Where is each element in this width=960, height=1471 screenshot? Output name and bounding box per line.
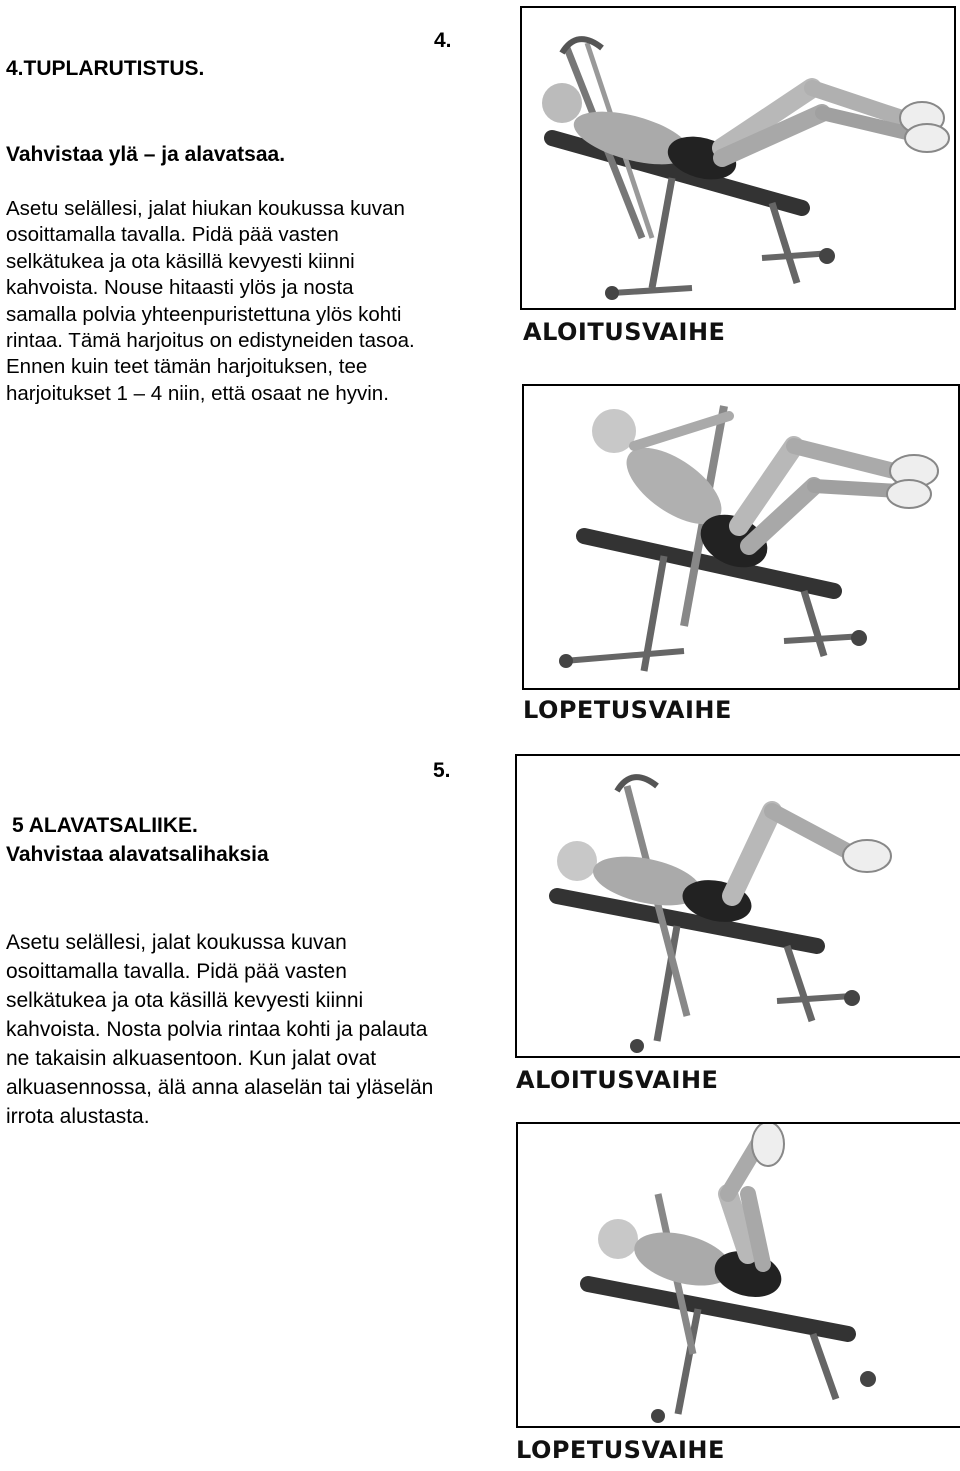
section5-start-caption: ALOITUSVAIHE — [516, 1066, 719, 1094]
section4-number: 4. — [434, 29, 452, 52]
section4-title: 4.TUPLARUTISTUS. — [6, 57, 205, 80]
section5-start-photo — [515, 754, 960, 1058]
section5-end-photo — [516, 1122, 960, 1428]
section5-subtitle: Vahvistaa alavatsalihaksia — [6, 843, 269, 866]
section4-end-caption: LOPETUSVAIHE — [523, 696, 732, 724]
section4-body: Asetu selällesi, jalat hiukan koukussa kuvan osoittamalla tavalla. Pidä pää vasten selkätukea ja ota käsillä kevyesti kiinni kahvoista. Nouse hitaasti ylös ja nosta samalla polvia yhteenpuristettuna ylös kohti rintaa. Tämä harjoitus on edistyneiden tasoa. Ennen kuin teet tämän harjoituksen, tee harjoitukset 1 – 4 niin, että osaat ne hyvin. — [6, 197, 415, 405]
section4-end-photo — [522, 384, 960, 690]
section4-subtitle: Vahvistaa ylä – ja alavatsaa. — [6, 143, 286, 166]
section4-start-caption: ALOITUSVAIHE — [523, 318, 726, 346]
section4-start-photo — [520, 6, 956, 310]
section5-end-caption: LOPETUSVAIHE — [516, 1436, 725, 1464]
section5-number: 5. — [433, 759, 451, 782]
section5-body: Asetu selällesi, jalat koukussa kuvan osoittamalla tavalla. Pidä pää vasten selkätukea ja ota käsillä kevyesti kiinni kahvoista. Nosta polvia rintaa kohti ja palauta ne takaisin alkuasentoon. Kun jalat ovat alkuasennossa, älä anna alaselän tai yläselän irrota alustasta. — [6, 931, 434, 1128]
section5-title: 5 ALAVATSALIIKE. — [12, 814, 198, 837]
